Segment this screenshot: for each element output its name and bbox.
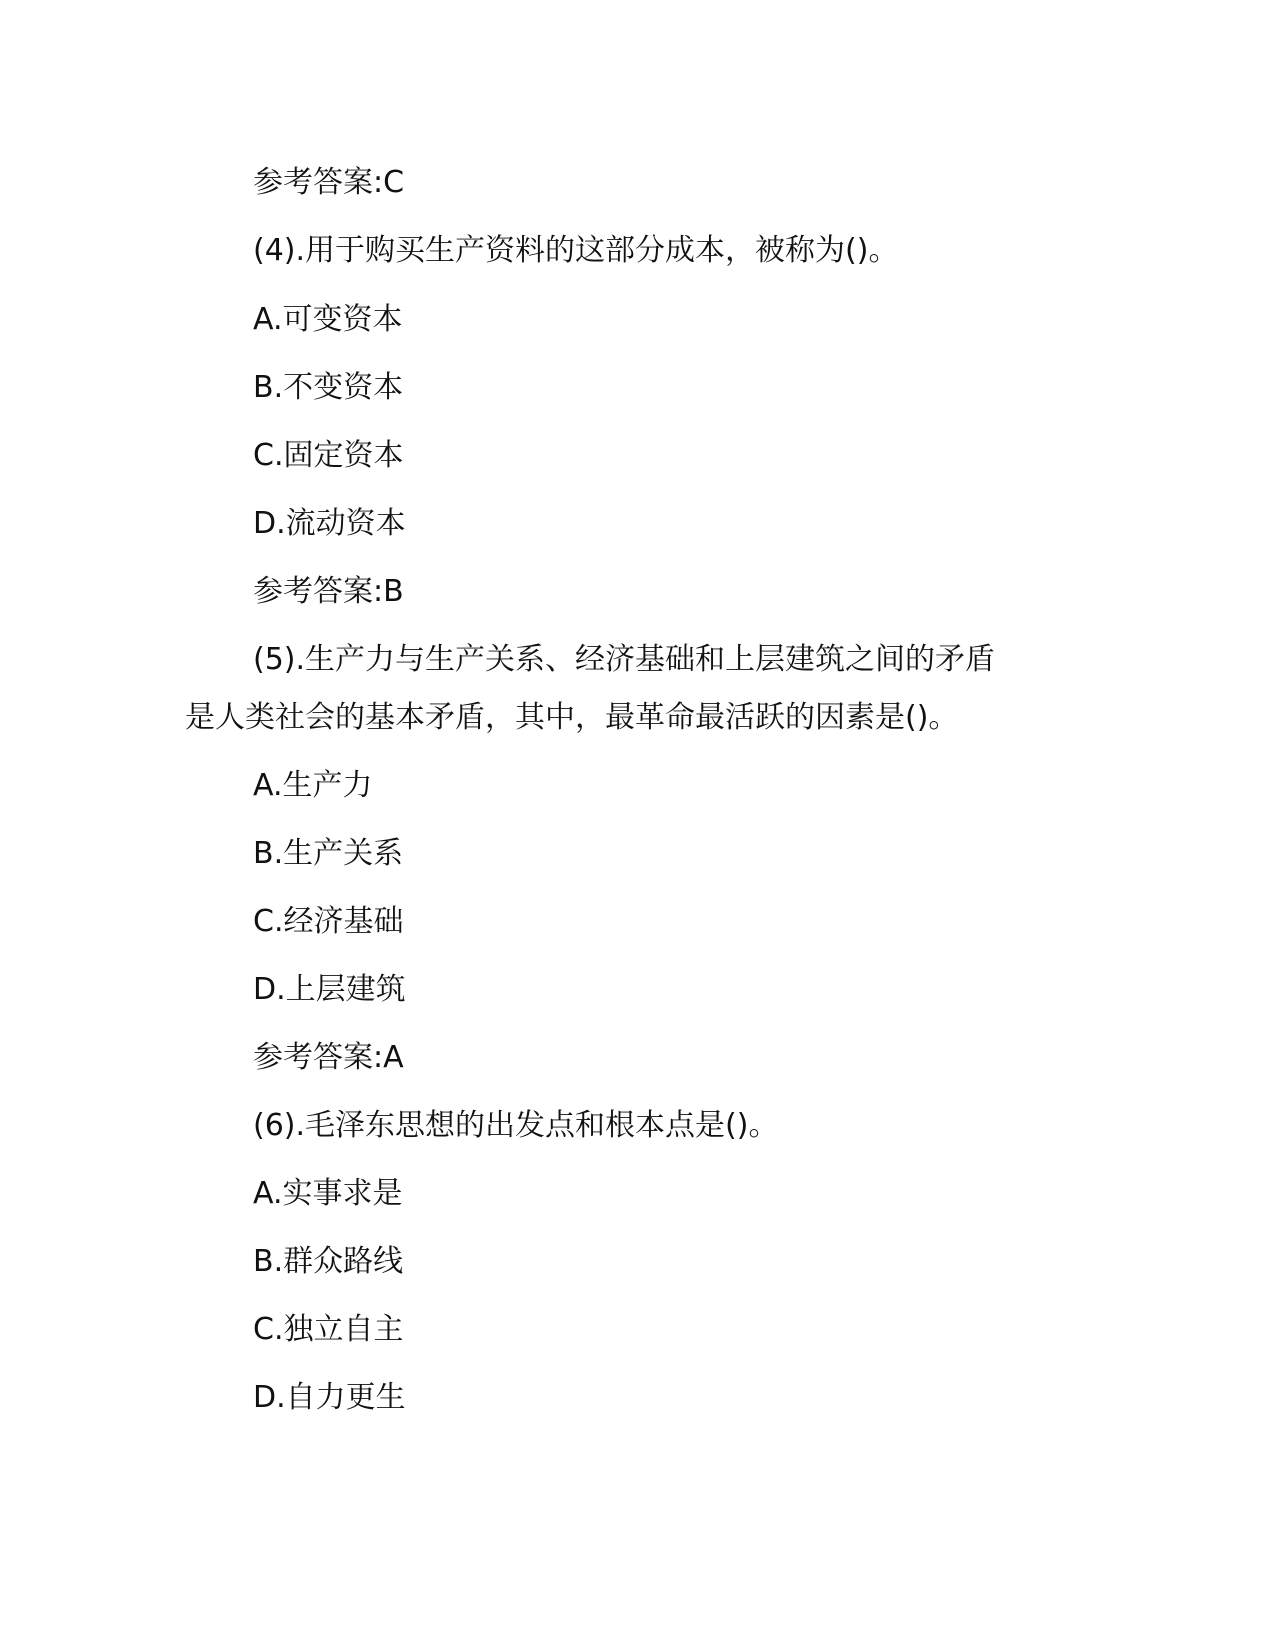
question-5-option-c: C.经济基础 xyxy=(253,904,404,939)
question-6-option-b: B.群众路线 xyxy=(253,1244,404,1279)
question-6-option-c: C.独立自主 xyxy=(253,1312,404,1347)
question-6: (6).毛泽东思想的出发点和根本点是()。 xyxy=(253,1108,779,1143)
question-6-option-a: A.实事求是 xyxy=(253,1176,403,1211)
question-4-option-a: A.可变资本 xyxy=(253,302,403,337)
question-4-option-c: C.固定资本 xyxy=(253,438,404,473)
question-5-line-1: (5).生产力与生产关系、经济基础和上层建筑之间的矛盾 xyxy=(253,642,996,677)
question-4: (4).用于购买生产资料的这部分成本，被称为()。 xyxy=(253,233,899,268)
answer-line: 参考答案:A xyxy=(253,1040,404,1075)
answer-line: 参考答案:C xyxy=(253,165,405,200)
question-5-option-a: A.生产力 xyxy=(253,768,373,803)
question-4-option-b: B.不变资本 xyxy=(253,370,404,405)
question-5-line-2: 是人类社会的基本矛盾，其中，最革命最活跃的因素是()。 xyxy=(185,700,959,735)
answer-line: 参考答案:B xyxy=(253,574,404,609)
question-5-option-d: D.上层建筑 xyxy=(253,972,406,1007)
question-4-option-d: D.流动资本 xyxy=(253,506,406,541)
question-5-option-b: B.生产关系 xyxy=(253,836,404,871)
question-6-option-d: D.自力更生 xyxy=(253,1380,406,1415)
